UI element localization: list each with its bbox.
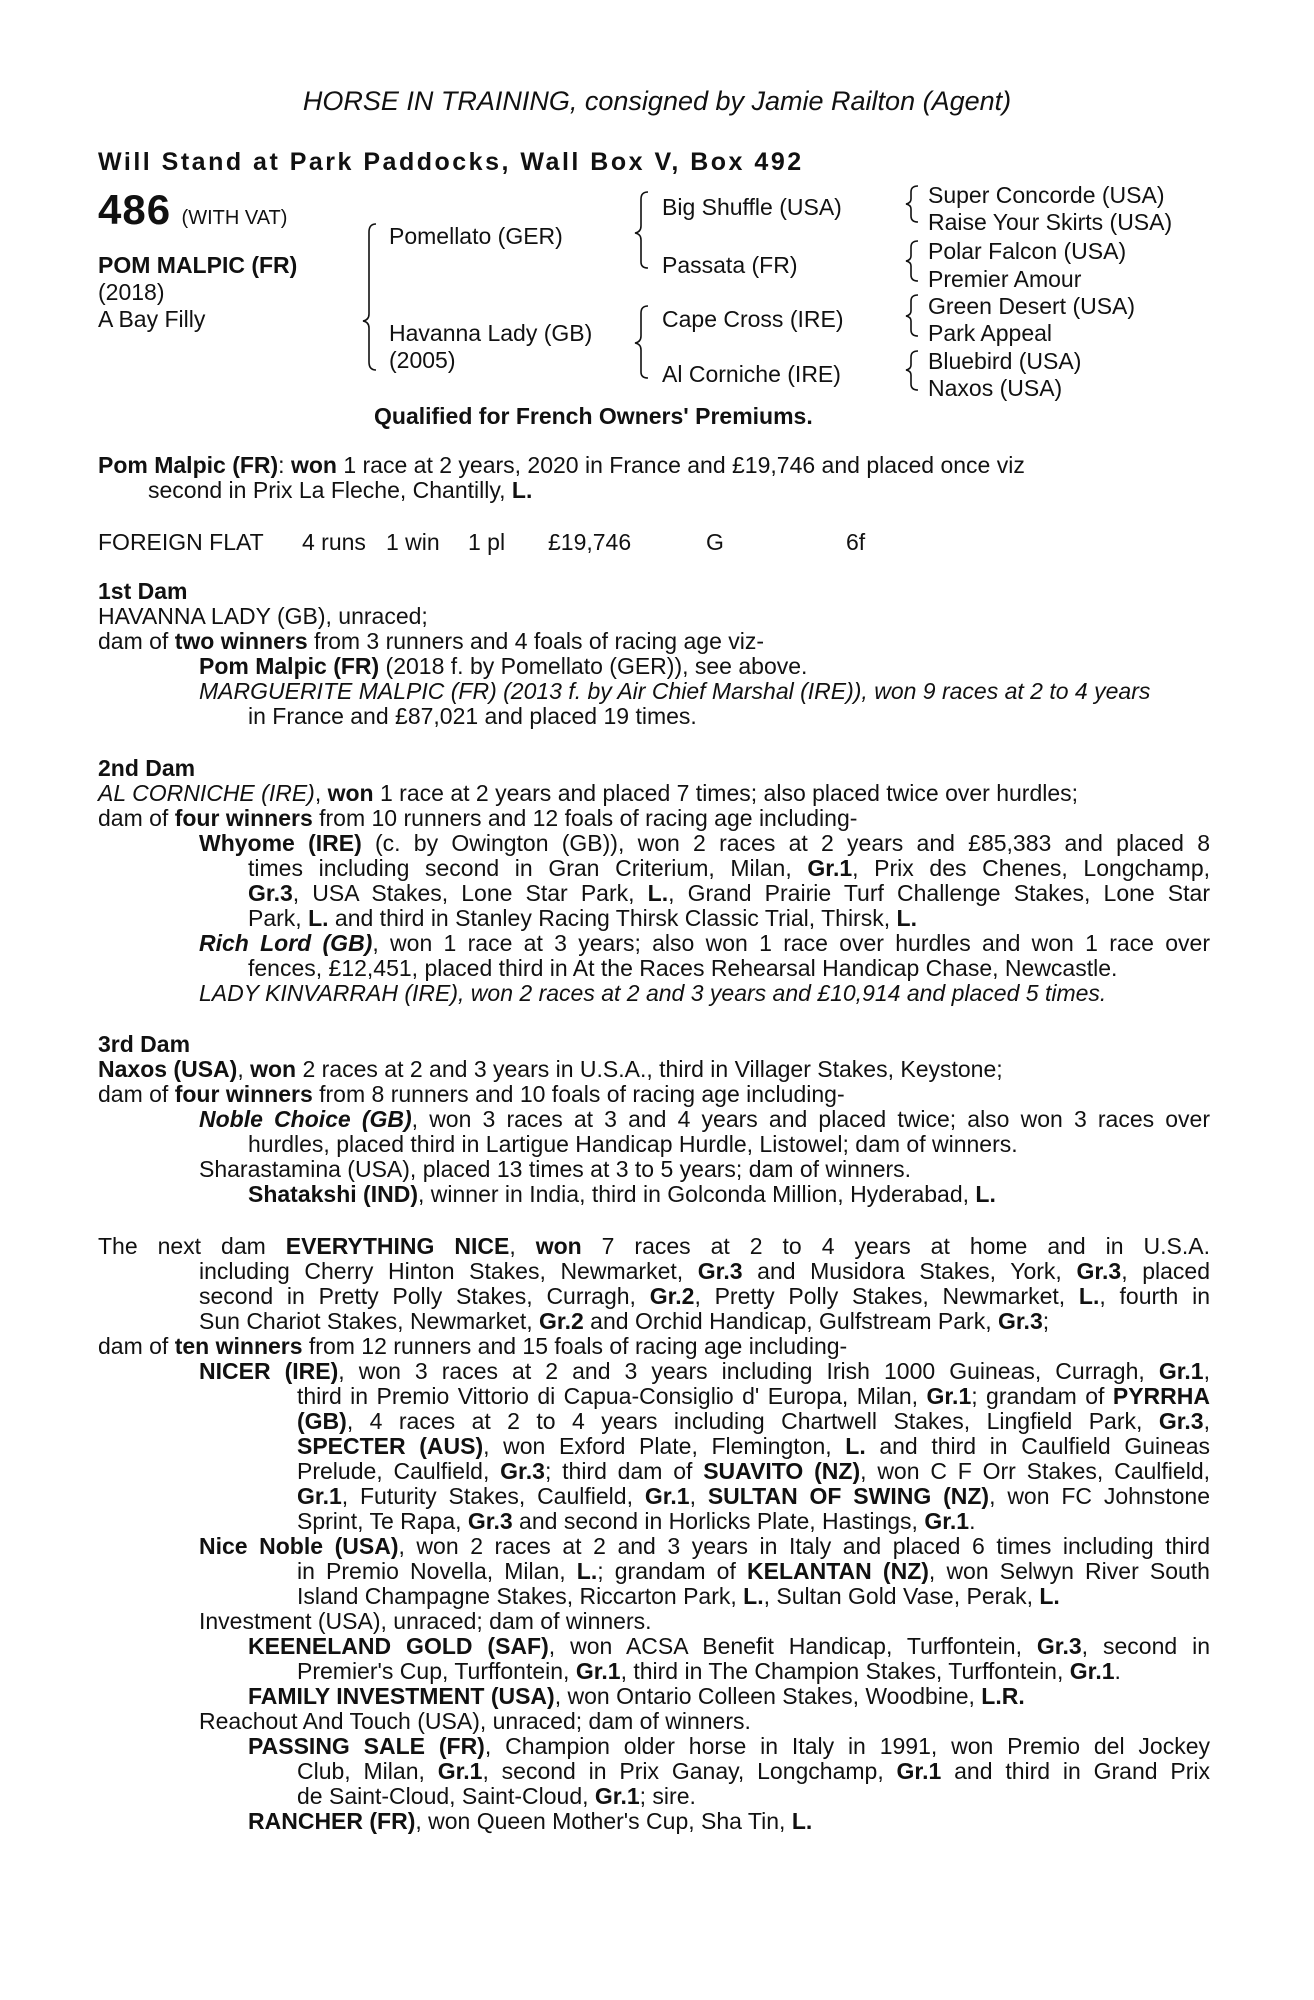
pedigree-sss: Super Concorde (USA)	[928, 182, 1165, 208]
stats-distance: 6f	[846, 529, 866, 555]
vat-note: (WITH VAT)	[181, 207, 288, 229]
pedigree-dam-dam: Al Corniche (IRE)	[662, 361, 841, 387]
stats-runs: 4 runs	[302, 529, 366, 555]
pedigree-sire-dam: Passata (FR)	[662, 252, 798, 278]
pedigree-dds: Bluebird (USA)	[928, 348, 1082, 374]
pedigree-sds: Polar Falcon (USA)	[928, 238, 1127, 264]
stats-placed: 1 pl	[468, 529, 506, 555]
race-summary: Pom Malpic (FR): won 1 race at 2 years, 2020 in France and £19,746 and placed once viz second in Prix La Fleche, Chantilly, L.	[98, 452, 1025, 503]
section-heading: 3rd Dam	[98, 1031, 191, 1057]
pedigree-dam-sire: Cape Cross (IRE)	[662, 306, 844, 332]
pedigree-ssd: Raise Your Skirts (USA)	[928, 209, 1173, 235]
pedigree-dss: Green Desert (USA)	[928, 293, 1136, 319]
pedigree-sire-sire: Big Shuffle (USA)	[662, 194, 842, 220]
summary-horse-name: Pom Malpic (FR)	[98, 452, 279, 478]
first-dam-section: 1st Dam HAVANNA LADY (GB), unraced; dam of two winners from 3 runners and 4 foals of racing age viz- Pom Malpic (FR) (2018 f. by Pomellato (GER)), see above. MARGUERITE MALPIC (FR) (2013 f. by Air Chief Marshal (IRE)), won 9 races at 2 to 4 years in France and £87,021 and placed 19 times.	[98, 579, 1210, 729]
horse-description: A Bay Filly	[98, 306, 206, 332]
pedigree-sire: Pomellato (GER)	[389, 223, 563, 249]
qualified-note: Qualified for French Owners' Premiums.	[374, 403, 813, 429]
next-dam-section: The next dam EVERYTHING NICE, won 7 races at 2 to 4 years at home and in U.S.A. including Cherry Hinton Stakes, Newmarket, Gr.3 and Musidora Stakes, York, Gr.3, placed second in Pretty Polly Stakes, Curragh, Gr.2, Pretty Polly Stakes, Newmarket, L., fourth in Sun Chariot Stakes, Newmarket, Gr.2 and Orchid Handicap, Gulfstream Park, Gr.3; dam of ten winners from 12 runners and 15 foals of racing age including- NICER (IRE), won 3 races at 2 and 3 years including Irish 1000 Guineas, Curragh, Gr.1, third in Premio Vittorio di Capua-Consiglio d' Europa, Milan, Gr.1; grandam of PYRRHA (GB), 4 races at 2 to 4 years including Chartwell Stakes, Lingfield Park, Gr.3, SPECTER (AUS), won Exford Plate, Flemington, L. and third in Caulfield Guineas Prelude, Caulfield, Gr.3; third dam of SUAVITO (NZ), won C F Orr Stakes, Caulfield, Gr.1, Futurity Stakes, Caulfield, Gr.1, SULTAN OF SWING (NZ), won FC Johnstone Sprint, Te Rapa, Gr.3 and second in Horlicks Plate, Hastings, Gr.1. Nice Noble (USA), won 2 races at 2 and 3 years in Italy and placed 6 times including third in Premio Novella, Milan, L.; grandam of KELANTAN (NZ), won Selwyn River South Island Champagne Stakes, Riccarton Park, L., Sultan Gold Vase, Perak, L. Investment (USA), unraced; dam of winners. KEENELAND GOLD (SAF), won ACSA Benefit Handicap, Turffontein, Gr.3, second in Premier's Cup, Turffontein, Gr.1, third in The Champion Stakes, Turffontein, Gr.1. FAMILY INVESTMENT (USA), won Ontario Colleen Stakes, Woodbine, L.R. Reachout And Touch (USA), unraced; dam of winners. PASSING SALE (FR), Champion older horse in Italy in 1991, won Premio del Jockey Club, Milan, Gr.1, second in Prix Ganay, Longchamp, Gr.1 and third in Grand Prix de Saint-Cloud, Saint-Cloud, Gr.1; sire. RANCHER (FR), won Queen Mother's Cup, Sha Tin, L.	[98, 1233, 1211, 1834]
stats-money: £19,746	[548, 529, 632, 555]
stand-location: Will Stand at Park Paddocks, Wall Box V, Box 492	[98, 148, 804, 176]
stats-label: FOREIGN FLAT	[98, 529, 264, 555]
pedigree-dam: Havanna Lady (GB)	[389, 320, 593, 346]
page-title: HORSE IN TRAINING, consigned by Jamie Railton (Agent)	[302, 86, 1012, 116]
second-dam-section: 2nd Dam AL CORNICHE (IRE), won 1 race at 2 years and placed 7 times; also placed twice over hurdles; dam of four winners from 10 runners and 12 foals of racing age including- Whyome (IRE) (c. by Owington (GB)), won 2 races at 2 years and £85,383 and placed 8 times including second in Gran Criterium, Milan, Gr.1, Prix des Chenes, Longchamp, Gr.3, USA Stakes, Lone Star Park, L., Grand Prairie Turf Challenge Stakes, Lone Star Park, L. and third in Stanley Racing Thirsk Classic Trial, Thirsk, L. Rich Lord (GB), won 1 race at 3 years; also won 1 race over hurdles and won 1 race over fences, £12,451, placed third in At the Races Rehearsal Handicap Chase, Newcastle. LADY KINVARRAH (IRE), won 2 races at 2 and 3 years and £10,914 and placed 5 times.	[98, 755, 1211, 1006]
stats-wins: 1 win	[386, 529, 440, 555]
pedigree-sdd: Premier Amour	[928, 266, 1082, 292]
pedigree-ddd: Naxos (USA)	[928, 375, 1063, 401]
section-heading: 2nd Dam	[98, 755, 196, 781]
horse-year: (2018)	[98, 279, 165, 305]
stats-going: G	[706, 529, 724, 555]
lot-number: 486	[98, 186, 172, 233]
pedigree-dsd: Park Appeal	[928, 320, 1053, 346]
horse-name: POM MALPIC (FR)	[98, 252, 298, 278]
third-dam-section: 3rd Dam Naxos (USA), won 2 races at 2 and 3 years in U.S.A., third in Villager Stakes, Keystone; dam of four winners from 8 runners and 10 foals of racing age including- Noble Choice (GB), won 3 races at 3 and 4 years and placed twice; also won 3 races over hurdles, placed third in Lartigue Handicap Hurdle, Listowel; dam of winners. Sharastamina (USA), placed 13 times at 3 to 5 years; dam of winners. Shatakshi (IND), winner in India, third in Golconda Million, Hyderabad, L.	[98, 1031, 1211, 1207]
pedigree-dam-year: (2005)	[389, 347, 456, 373]
section-heading: 1st Dam	[98, 578, 188, 604]
